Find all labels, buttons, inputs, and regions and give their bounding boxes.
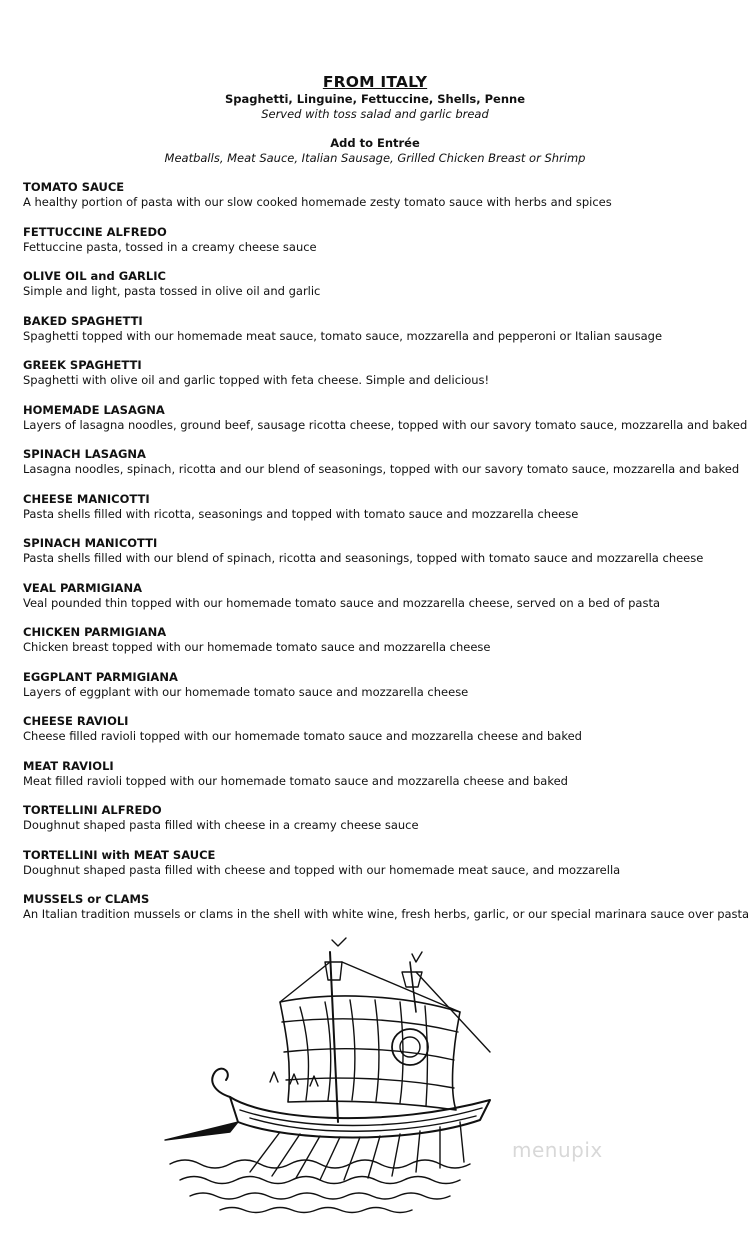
menu-item-name: CHEESE MANICOTTI <box>23 491 150 506</box>
add-to-entree-options: Meatballs, Meat Sauce, Italian Sausage, Grilled Chicken Breast or Shrimp <box>164 151 586 165</box>
menu-item-name: TOMATO SAUCE <box>23 180 125 194</box>
menu-item-description: Doughnut shaped pasta filled with cheese and topped with our homemade meat sauce, and mozzarella <box>23 862 621 877</box>
menu-item-name: EGGPLANT PARMIGIANA <box>23 669 178 684</box>
menu-item <box>23 803 738 833</box>
menu-item-description: Cheese filled ravioli topped with our homemade tomato sauce and mozzarella cheese and baked <box>23 729 582 743</box>
menu-item-name: SPINACH MANICOTTI <box>23 536 158 550</box>
menu-item <box>23 447 738 477</box>
menu-item-name: BAKED SPAGHETTI <box>23 313 143 328</box>
menu-item-name: TORTELLINI ALFREDO <box>23 803 162 817</box>
menu-item-description: Layers of lasagna noodles, ground beef, sausage ricotta cheese, topped with our savory tomato sauce, mozzarella and baked <box>23 417 748 432</box>
menu-item <box>23 402 748 433</box>
menu-item-description: Simple and light, pasta tossed in olive oil and garlic <box>23 284 321 298</box>
menu-item <box>23 225 738 255</box>
menu-item-description: Fettuccine pasta, tossed in a creamy cheese sauce <box>23 239 317 254</box>
section-title: FROM ITALY <box>322 73 428 91</box>
menu-header <box>0 72 750 166</box>
menu-item-description: Veal pounded thin topped with our homemade tomato sauce and mozzarella cheese, served on a bed of pasta <box>23 595 661 610</box>
menu-item-description: A healthy portion of pasta with our slow cooked homemade zesty tomato sauce with herbs and spices <box>23 195 612 209</box>
menu-item-name: HOMEMADE LASAGNA <box>23 402 165 417</box>
menu-item-description: Spaghetti with olive oil and garlic topped with feta cheese. Simple and delicious! <box>23 373 490 387</box>
watermark: menupix <box>512 1138 603 1162</box>
menu-item-description: An Italian tradition mussels or clams in the shell with white wine, fresh herbs, garlic, or our special marinara sauce over pasta <box>23 907 750 921</box>
menu-item <box>23 536 738 566</box>
menu-item <box>23 759 738 789</box>
menu-item <box>23 848 738 878</box>
menu-item-name: CHICKEN PARMIGIANA <box>23 625 167 639</box>
served-with-note: Served with toss salad and garlic bread <box>261 107 489 121</box>
menu-item-description: Lasagna noodles, spinach, ricotta and our blend of seasonings, topped with our savory tomato sauce, mozzarella and baked <box>23 462 740 476</box>
menu-item <box>23 180 738 210</box>
menu-item-name: MEAT RAVIOLI <box>23 758 114 773</box>
pasta-types: Spaghetti, Linguine, Fettuccine, Shells, Penne <box>224 92 526 106</box>
menu-item-name: SPINACH LASAGNA <box>23 447 146 461</box>
menu-item-name: CHEESE RAVIOLI <box>23 714 129 728</box>
menu-item-description: Layers of eggplant with our homemade tomato sauce and mozzarella cheese <box>23 684 469 699</box>
menu-item-description: Doughnut shaped pasta filled with cheese in a creamy cheese sauce <box>23 818 419 832</box>
add-to-entree-heading: Add to Entrée <box>330 136 420 150</box>
menu-items-list <box>23 180 750 937</box>
menu-item <box>23 314 738 344</box>
menu-item-description: Chicken breast topped with our homemade tomato sauce and mozzarella cheese <box>23 640 491 654</box>
menu-item <box>23 581 738 611</box>
menu-item-name: TORTELLINI with MEAT SAUCE <box>23 847 216 862</box>
menu-item-name: VEAL PARMIGIANA <box>23 580 142 595</box>
menu-item-name: FETTUCCINE ALFREDO <box>23 224 167 239</box>
menu-item <box>23 625 738 655</box>
menu-item <box>23 269 738 299</box>
menu-item <box>23 358 738 388</box>
menu-item-description: Meat filled ravioli topped with our homemade tomato sauce and mozzarella cheese and baked <box>23 773 568 788</box>
menu-item-description: Pasta shells filled with our blend of spinach, ricotta and seasonings, topped with tomato sauce and mozzarella cheese <box>23 551 704 565</box>
menu-item-name: MUSSELS or CLAMS <box>23 892 150 906</box>
menu-item <box>23 670 738 700</box>
menu-item-name: OLIVE OIL and GARLIC <box>23 269 166 283</box>
menu-item-description: Pasta shells filled with ricotta, seasonings and topped with tomato sauce and mozzarella cheese <box>23 506 579 521</box>
menu-item <box>23 892 750 922</box>
menu-item <box>23 714 738 744</box>
menu-item-description: Spaghetti topped with our homemade meat sauce, tomato sauce, mozzarella and pepperoni or Italian sausage <box>23 328 663 343</box>
menu-item <box>23 492 738 522</box>
menu-item-name: GREEK SPAGHETTI <box>23 358 142 372</box>
ship-illustration <box>160 932 505 1222</box>
